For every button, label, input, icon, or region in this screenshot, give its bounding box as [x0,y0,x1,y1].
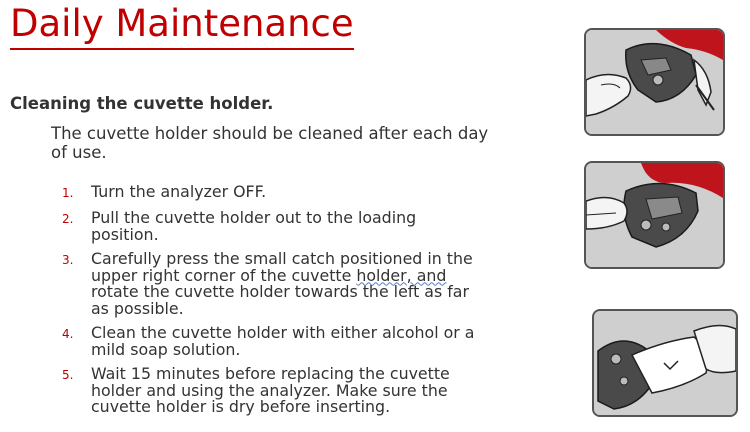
step-number: 1. [62,186,74,200]
spellcheck-underlined-text: holder, and [356,265,447,285]
step-number: 2. [62,212,74,226]
step-text: Turn the analyzer OFF. [91,182,267,201]
step-text: Pull the cuvette holder out to the loading position. [91,208,417,244]
page-title: Daily Maintenance [10,0,354,50]
step-text: Clean the cuvette holder with either alcohol or a mild soap solution. [91,323,475,359]
step-number: 3. [62,253,74,267]
list-item [62,251,482,317]
illustration-rotate-holder [584,161,725,269]
intro-text: The cuvette holder should be cleaned after each day of use. [51,124,489,162]
step-text [91,251,482,317]
step-text: Wait 15 minutes before replacing the cuvette holder and using the analyzer. Make sure the cuvette holder is dry before inserting. [91,364,450,416]
list-item [62,325,482,358]
illustration-wipe-holder [592,309,738,417]
illustration-press-catch [584,28,725,136]
list-item [62,366,482,416]
step-number: 5. [62,368,74,382]
step-text-part: Carefully press the small catch positioned in the upper right corner of the cuvette [91,249,473,285]
section-subtitle: Cleaning the cuvette holder. [10,94,274,113]
list-item [62,210,482,243]
step-text-part: rotate the cuvette holder towards the left as far as possible. [91,282,469,318]
step-number: 4. [62,327,74,341]
list-item [62,184,482,202]
steps-list [62,184,482,424]
